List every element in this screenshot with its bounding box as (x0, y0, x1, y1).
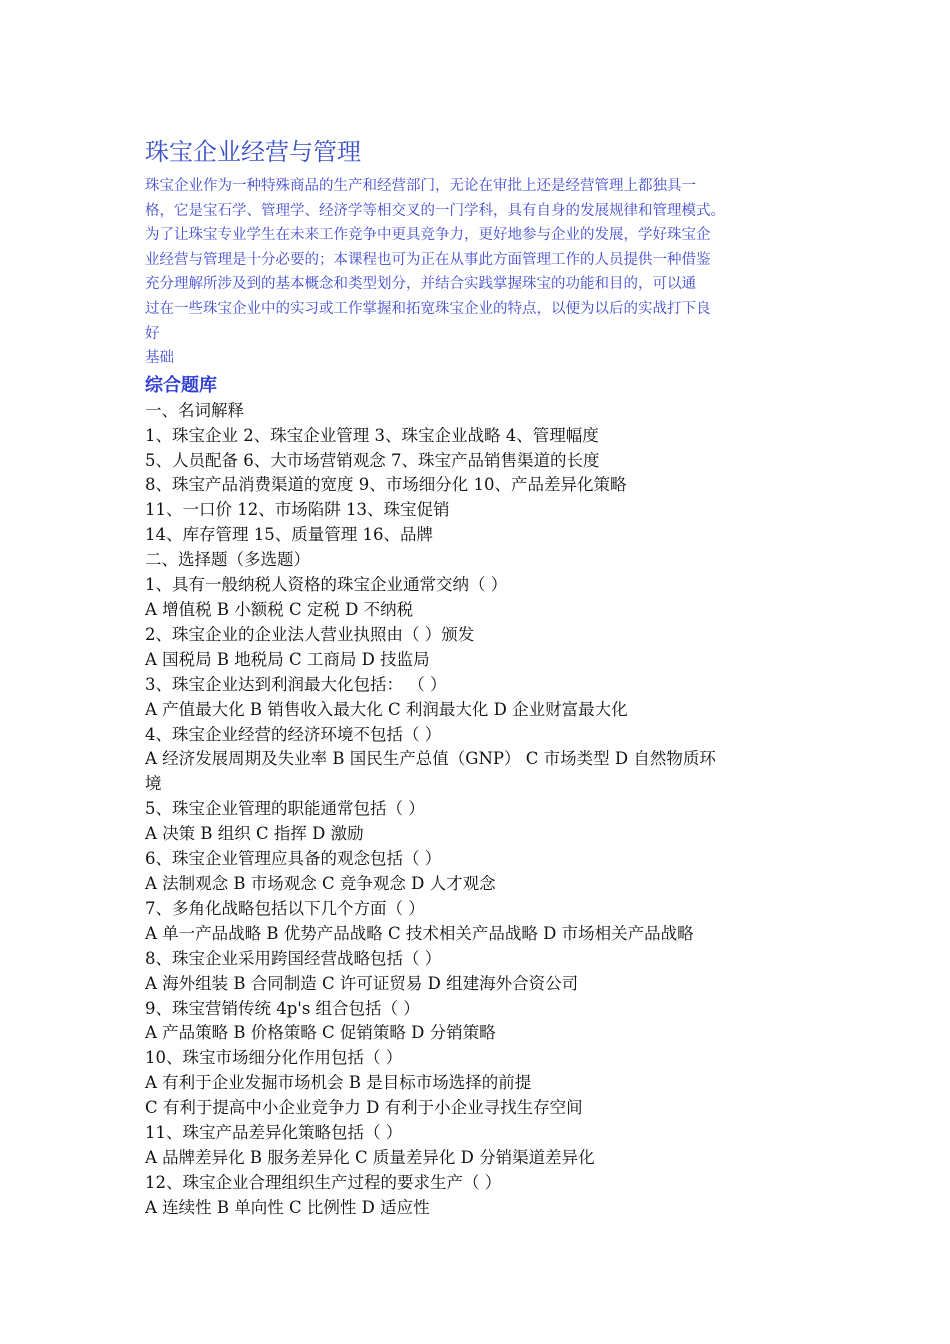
intro-paragraph (145, 174, 815, 371)
text-line: 9、珠宝营销传统 4p's 组合包括（ ） (145, 998, 420, 1018)
text-line: 二、选择题（多选题） (145, 550, 310, 570)
intro-line: 过在一些珠宝企业中的实习或工作掌握和拓宽珠宝企业的特点，以便为以后的实战打下良 (145, 300, 711, 317)
intro-line: 好 (145, 325, 160, 342)
text-line: 2、珠宝企业的企业法人营业执照由（ ）颁发 (145, 624, 475, 644)
text-line: 境 (145, 774, 162, 794)
text-line: A 连续性 B 单向性 C 比例性 D 适应性 (145, 1197, 430, 1217)
text-line: 1、具有一般纳税人资格的珠宝企业通常交纳（ ） (145, 575, 508, 595)
text-line: 14、库存管理 15、质量管理 16、品牌 (145, 525, 433, 545)
text-line: A 产品策略 B 价格策略 C 促销策略 D 分销策略 (145, 1023, 496, 1043)
section-heading: 综合题库 (145, 374, 217, 396)
text-line: 1、珠宝企业 2、珠宝企业管理 3、珠宝企业战略 4、管理幅度 (145, 425, 599, 445)
text-line: 7、多角化战略包括以下几个方面（ ） (145, 898, 425, 918)
text-line: A 有利于企业发掘市场机会 B 是目标市场选择的前提 (145, 1073, 532, 1093)
text-line: A 决策 B 组织 C 指挥 D 激励 (145, 824, 364, 844)
intro-line: 珠宝企业作为一种特殊商品的生产和经营部门，无论在审批上还是经营管理上都独具一 (145, 178, 696, 194)
text-line: C 有利于提高中小企业竞争力 D 有利于小企业寻找生存空间 (145, 1098, 583, 1118)
text-line: 5、珠宝企业管理的职能通常包括（ ） (145, 799, 425, 819)
intro-line: 为了让珠宝专业学生在未来工作竞争中更具竞争力，更好地参与企业的发展，学好珠宝企 (145, 227, 711, 244)
text-line: 6、珠宝企业管理应具备的观念包括（ ） (145, 849, 442, 869)
text-line: 8、珠宝企业采用跨国经营战略包括（ ） (145, 948, 442, 968)
text-line: 一、名词解释 (145, 400, 244, 420)
text-line: 3、珠宝企业达到利润最大化包括： （ ） (145, 674, 447, 694)
text-line: 12、珠宝企业合理组织生产过程的要求生产（ ） (145, 1172, 502, 1192)
intro-line: 充分理解所涉及到的基本概念和类型划分，并结合实践掌握珠宝的功能和目的，可以通 (145, 276, 696, 293)
text-line: A 单一产品战略 B 优势产品战略 C 技术相关产品战略 D 市场相关产品战略 (145, 923, 694, 943)
text-line: 11、一口价 12、市场陷阱 13、珠宝促销 (145, 500, 450, 520)
text-line: 10、珠宝市场细分化作用包括（ ） (145, 1048, 403, 1068)
text-line: A 增值税 B 小额税 C 定税 D 不纳税 (145, 600, 414, 619)
document-page (145, 136, 815, 1221)
intro-line: 业经营与管理是十分必要的；本课程也可为正在从事此方面管理工作的人员提供一种借鉴 (145, 251, 711, 268)
text-line: 4、珠宝企业经营的经济环境不包括（ ） (145, 724, 442, 744)
intro-line: 基础 (145, 350, 174, 367)
text-line: 8、珠宝产品消费渠道的宽度 9、市场细分化 10、产品差异化策略 (145, 475, 627, 495)
text-line: A 产值最大化 B 销售收入最大化 C 利润最大化 D 企业财富最大化 (145, 699, 628, 719)
text-line: 5、人员配备 6、大市场营销观念 7、珠宝产品销售渠道的长度 (145, 450, 600, 470)
document-title: 珠宝企业经营与管理 (145, 138, 361, 166)
question-bank (145, 399, 815, 1221)
text-line: A 海外组装 B 合同制造 C 许可证贸易 D 组建海外合资公司 (145, 973, 579, 993)
intro-line: 格，它是宝石学、管理学、经济学等相交叉的一门学科，具有自身的发展规律和管理模式。 (145, 202, 725, 219)
text-line: A 经济发展周期及失业率 B 国民生产总值（GNP） C 市场类型 D 自然物质环 (145, 749, 716, 769)
text-line: A 法制观念 B 市场观念 C 竞争观念 D 人才观念 (145, 873, 496, 893)
text-line: A 品牌差异化 B 服务差异化 C 质量差异化 D 分销渠道差异化 (145, 1147, 595, 1167)
text-line: A 国税局 B 地税局 C 工商局 D 技监局 (145, 649, 430, 669)
text-line: 11、珠宝产品差异化策略包括（ ） (145, 1123, 403, 1143)
